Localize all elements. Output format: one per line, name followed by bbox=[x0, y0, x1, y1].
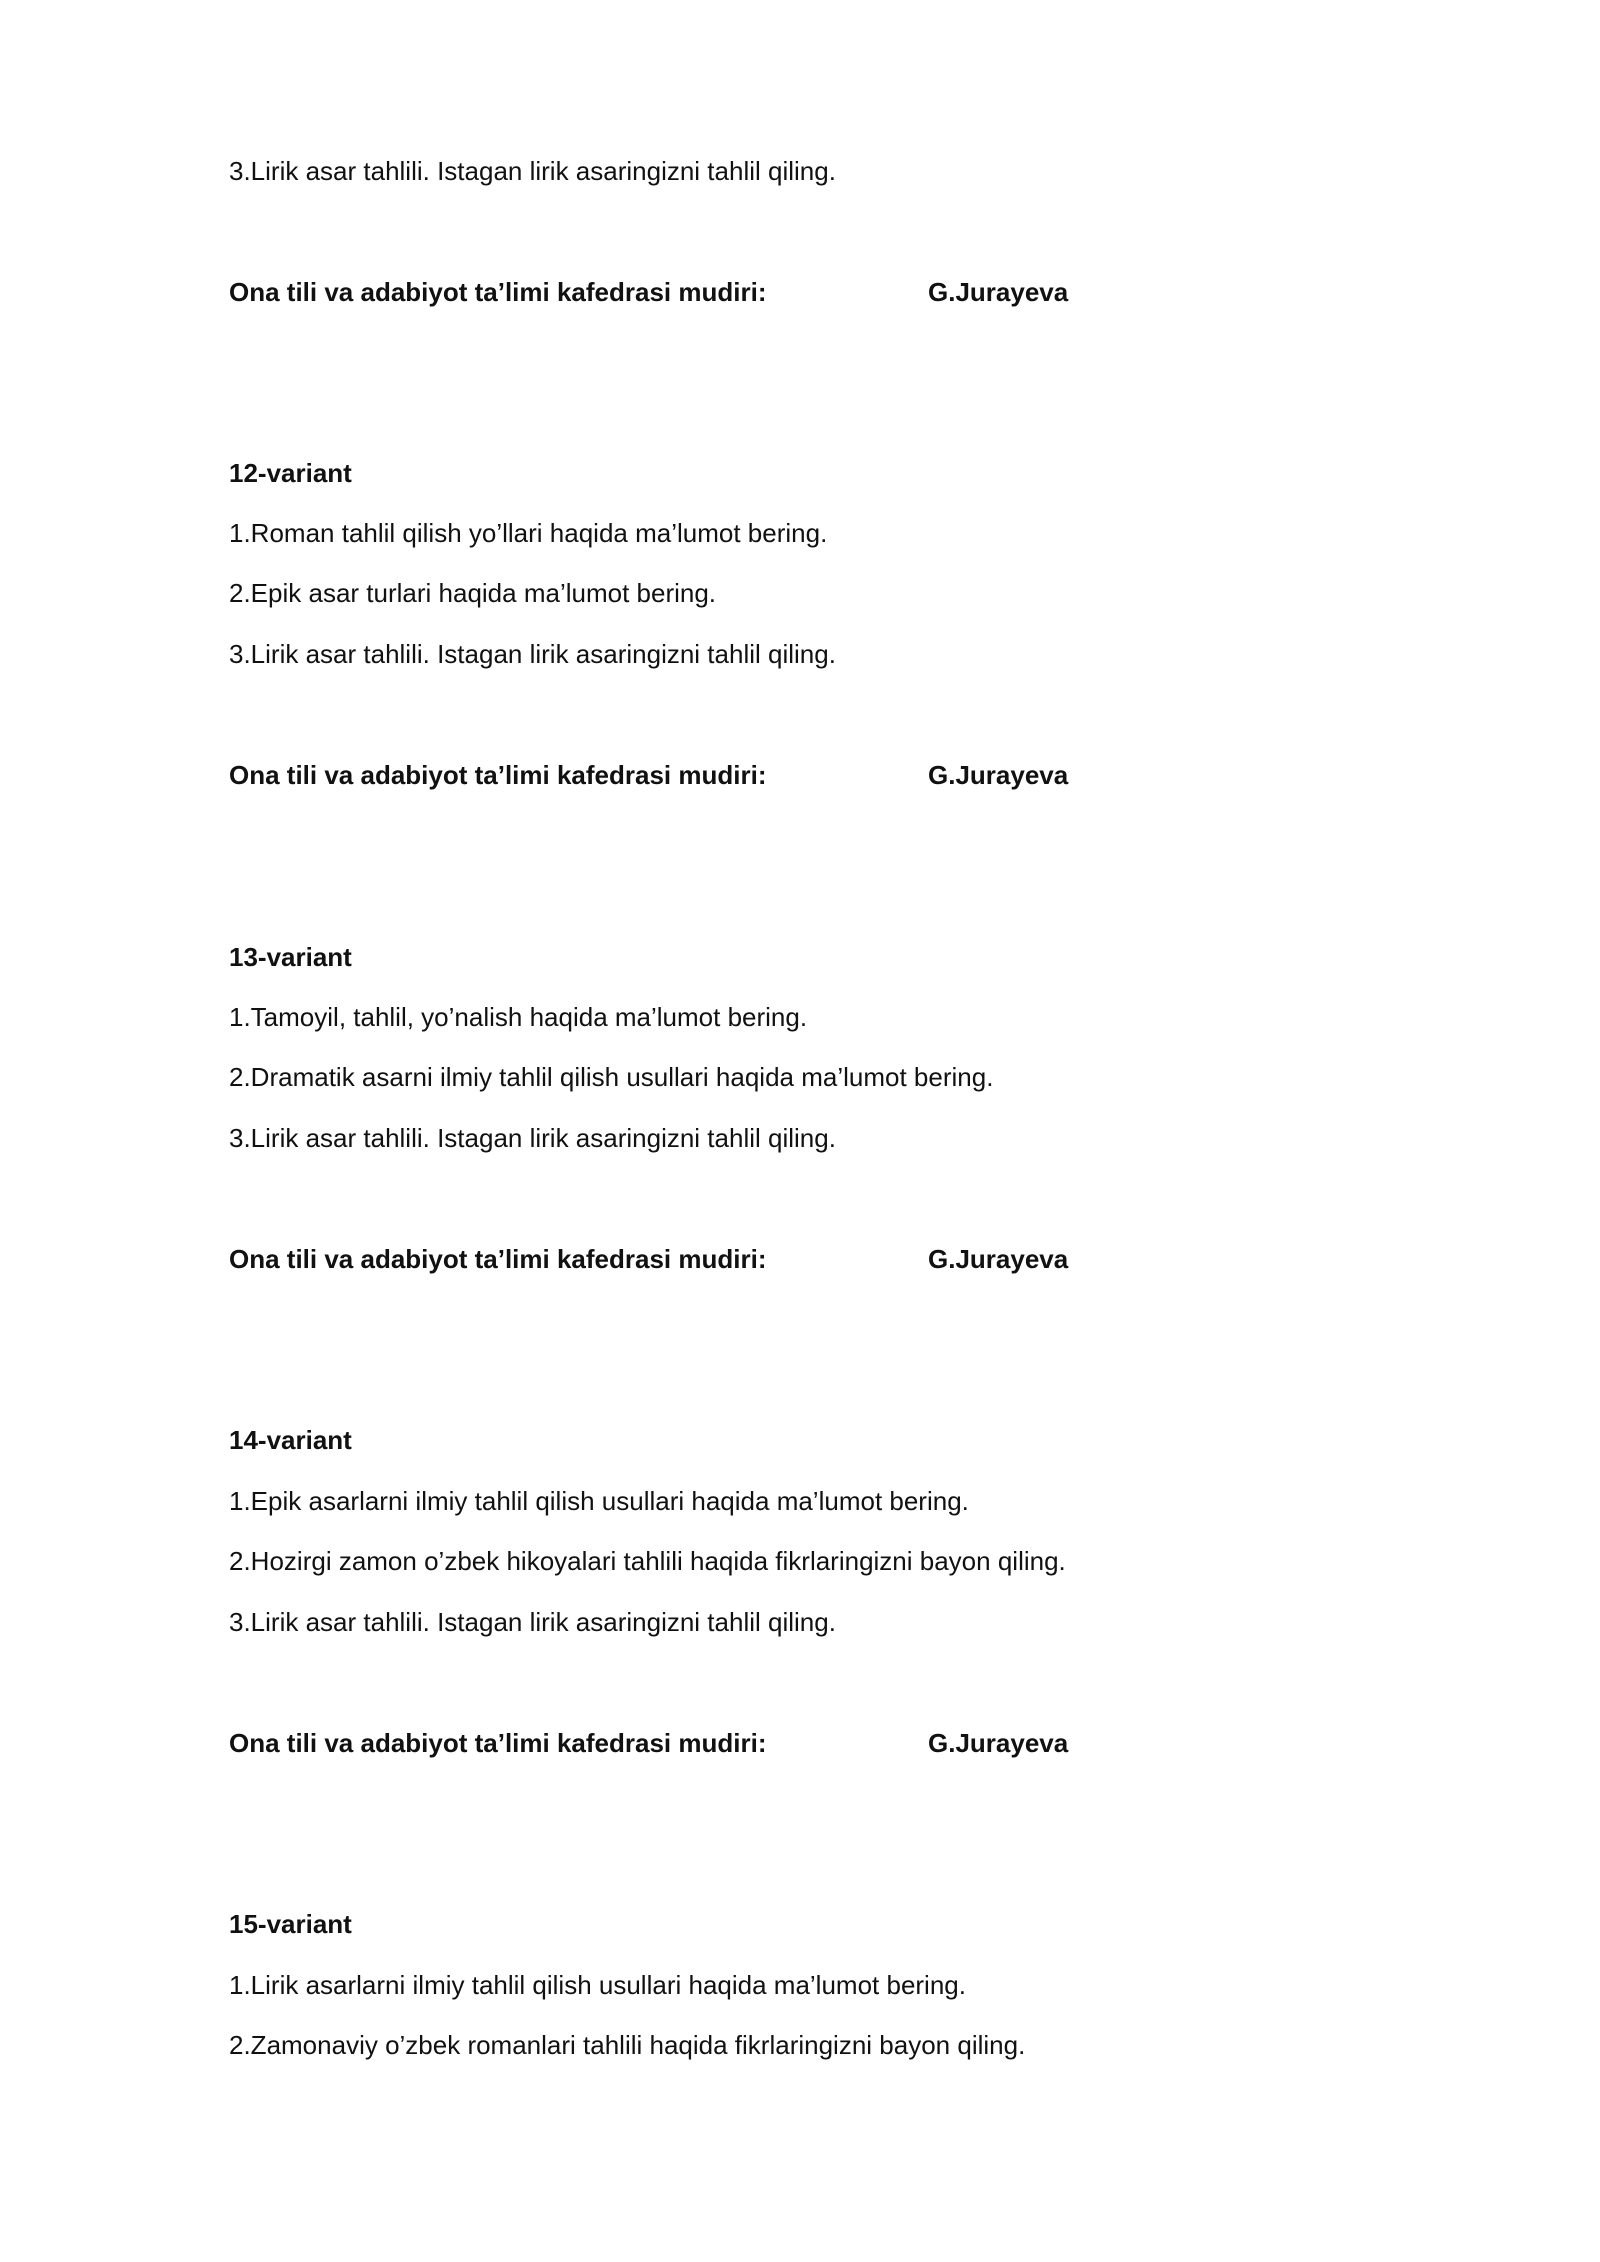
question-item: 2.Epik asar turlari haqida ma’lumot bering. bbox=[229, 578, 717, 608]
question-item: 3.Lirik asar tahlili. Istagan lirik asaringizni tahlil qiling. bbox=[229, 639, 836, 669]
variant-title: 13-variant bbox=[229, 942, 352, 972]
signature-name: G.Jurayeva bbox=[928, 760, 1069, 790]
variant-title: 12-variant bbox=[229, 458, 352, 488]
signature-role: Ona tili va adabiyot ta’limi kafedrasi mudiri: bbox=[229, 760, 767, 790]
variant-title: 14-variant bbox=[229, 1425, 352, 1455]
question-item: 1.Lirik asarlarni ilmiy tahlil qilish usullari haqida ma’lumot bering. bbox=[229, 1970, 966, 2000]
question-item: 3.Lirik asar tahlili. Istagan lirik asaringizni tahlil qiling. bbox=[229, 1607, 836, 1637]
variant-title: 15-variant bbox=[229, 1909, 352, 1939]
question-item: 1.Tamoyil, tahlil, yo’nalish haqida ma’lumot bering. bbox=[229, 1002, 808, 1032]
question-item: 1.Roman tahlil qilish yo’llari haqida ma’lumot bering. bbox=[229, 518, 828, 548]
signature-role: Ona tili va adabiyot ta’limi kafedrasi mudiri: bbox=[229, 1728, 767, 1758]
signature-role: Ona tili va adabiyot ta’limi kafedrasi mudiri: bbox=[229, 277, 767, 307]
question-item: 2.Zamonaviy o’zbek romanlari tahlili haqida fikrlaringizni bayon qiling. bbox=[229, 2030, 1026, 2060]
question-item: 3.Lirik asar tahlili. Istagan lirik asaringizni tahlil qiling. bbox=[229, 156, 836, 186]
question-item: 3.Lirik asar tahlili. Istagan lirik asaringizni tahlil qiling. bbox=[229, 1123, 836, 1153]
question-item: 2.Hozirgi zamon o’zbek hikoyalari tahlili haqida fikrlaringizni bayon qiling. bbox=[229, 1546, 1066, 1576]
signature-name: G.Jurayeva bbox=[928, 1728, 1069, 1758]
signature-role: Ona tili va adabiyot ta’limi kafedrasi mudiri: bbox=[229, 1244, 767, 1274]
signature-name: G.Jurayeva bbox=[928, 277, 1069, 307]
question-item: 1.Epik asarlarni ilmiy tahlil qilish usullari haqida ma’lumot bering. bbox=[229, 1486, 969, 1516]
question-item: 2.Dramatik asarni ilmiy tahlil qilish usullari haqida ma’lumot bering. bbox=[229, 1062, 994, 1092]
signature-name: G.Jurayeva bbox=[928, 1244, 1069, 1274]
